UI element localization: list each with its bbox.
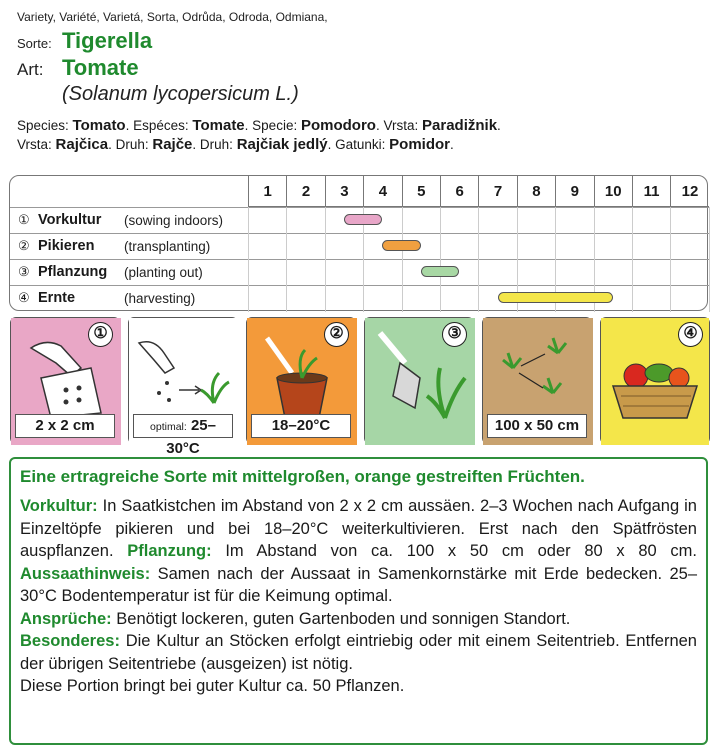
- name-label: Vrsta:: [383, 118, 419, 133]
- spacing-label: 2 x 2 cm: [15, 414, 115, 438]
- stage-row-vorkultur: [10, 207, 248, 233]
- tile-sowing: [10, 317, 120, 444]
- stage-english: (harvesting): [124, 290, 196, 306]
- month-gridline: [670, 207, 671, 312]
- variety-line: Variety, Variété, Varietá, Sorta, Odrůda, Odroda, Odmiana,: [17, 10, 328, 24]
- variety-name: Tigerella: [62, 28, 153, 53]
- month-2: 2: [286, 176, 324, 207]
- stage-name: Pikieren: [38, 238, 95, 254]
- translated-names: [17, 116, 707, 154]
- vorkultur-heading: Vorkultur:: [20, 497, 98, 515]
- stage-number: ②: [18, 238, 30, 253]
- aussaathinweis-heading: Aussaathinweis:: [20, 564, 151, 583]
- stage-bar-vorkultur: [344, 214, 382, 225]
- stage-number: ③: [18, 264, 30, 279]
- temperature-label: [133, 414, 233, 457]
- stage-row-pikieren: [10, 233, 248, 259]
- tile-germination: [128, 317, 238, 457]
- name-value: Paradižnik: [422, 117, 498, 134]
- besonderes-heading: Besonderes:: [20, 632, 120, 650]
- month-gridline: [478, 207, 479, 312]
- step-badge: ③: [442, 322, 467, 347]
- name-value: Pomodoro: [300, 117, 376, 134]
- month-10: 10: [594, 176, 632, 207]
- month-4: 4: [363, 176, 401, 207]
- step-badge: ④: [678, 322, 703, 347]
- month-gridline: [440, 207, 441, 312]
- vorkultur-text: In Saatkistchen im Abstand von 2 x 2 cm aussäen. 2–3 Wochen nach Aufgang in Einzeltöpfe pikieren und bei 18–20°C weiterkultivieren. Erst nach den Spätfrösten auspflanzen.: [20, 497, 697, 560]
- step-badge: ①: [88, 322, 113, 347]
- variety-description: Eine ertragreiche Sorte mit mittelgroßen, orange gestreiften Früchten.: [20, 467, 585, 486]
- month-6: 6: [440, 176, 478, 207]
- name-value: Rajče: [152, 136, 193, 153]
- month-gridline: [325, 207, 326, 312]
- step-badge: ②: [324, 322, 349, 347]
- portion-note: Diese Portion bringt bei guter Kultur ca. 50 Pflanzen.: [20, 677, 405, 695]
- ansprueche-paragraph: [20, 608, 697, 631]
- name-value: Rajčiak jedlý: [236, 136, 328, 153]
- tile-spacing: [482, 317, 592, 444]
- month-3: 3: [325, 176, 363, 207]
- pflanzung-heading: Pflanzung:: [127, 542, 212, 560]
- month-gridline: [632, 207, 633, 312]
- instructions-body: [20, 495, 697, 608]
- stage-english: (sowing indoors): [124, 212, 224, 228]
- month-gridline: [402, 207, 403, 312]
- name-value: Tomato: [72, 117, 126, 134]
- stage-bar-pikieren: [382, 240, 420, 251]
- name-label: Espéces:: [133, 118, 189, 133]
- name-value: Rajčica: [55, 136, 109, 153]
- sorte-label: Sorte:: [17, 36, 52, 51]
- stage-row-ernte: [10, 285, 248, 311]
- month-header: [248, 176, 709, 207]
- month-7: 7: [478, 176, 516, 207]
- names-line-1: Species: Tomato. Espéces: Tomate. Specie: Pomodoro. Vrsta: Paradižnik.: [17, 117, 501, 134]
- month-12: 12: [670, 176, 708, 207]
- month-9: 9: [555, 176, 593, 207]
- name-label: Vrsta:: [17, 137, 52, 152]
- art-label: Art:: [17, 60, 44, 79]
- aussaathinweis-text: Samen nach der Aussaat in Samenkornstärke mit Erde bedecken. 25–30°C Bodentemperatur ist für die Keimung optimal.: [20, 564, 698, 605]
- stage-number: ④: [18, 290, 30, 305]
- month-8: 8: [517, 176, 555, 207]
- ansprueche-text: Benötigt lockeren, guten Gartenboden und sonnigen Standort.: [116, 609, 571, 628]
- stage-name: Vorkultur: [38, 212, 102, 228]
- latin-name: (Solanum lycopersicum L.): [62, 83, 299, 105]
- stage-english: (transplanting): [124, 238, 211, 254]
- cultivation-instructions: [9, 457, 708, 745]
- stage-bar-pflanzung: [421, 266, 459, 277]
- ansprueche-heading: Ansprüche:: [20, 609, 112, 628]
- tile-pricking: [246, 317, 356, 444]
- tile-planting: [364, 317, 474, 444]
- stage-name: Ernte: [38, 290, 76, 306]
- name-value: Pomidor: [389, 136, 450, 153]
- month-11: 11: [632, 176, 670, 207]
- sowing-calendar: [9, 175, 708, 311]
- spacing-label: 100 x 50 cm: [487, 414, 587, 438]
- art-row: [17, 55, 707, 82]
- name-label: Druh:: [199, 137, 233, 152]
- names-line-2: Vrsta: Rajčica. Druh: Rajče. Druh: Rajčiak jedlý. Gatunki: Pomidor.: [17, 136, 454, 153]
- month-1: 1: [248, 176, 286, 207]
- tile-harvest: [600, 317, 710, 444]
- besonderes-paragraph: [20, 630, 697, 675]
- pflanzung-text: Im Abstand von ca. 100 x 50 cm oder 80 x 80 cm.: [225, 542, 697, 560]
- stage-bar-ernte: [498, 292, 613, 303]
- temperature-label: 18–20°C: [251, 414, 351, 438]
- name-label: Druh:: [115, 137, 149, 152]
- month-gridline: [709, 207, 710, 312]
- month-gridline: [248, 207, 249, 312]
- name-label: Gatunki:: [335, 137, 386, 152]
- stage-row-pflanzung: [10, 259, 248, 285]
- month-gridline: [286, 207, 287, 312]
- name-label: Specie:: [252, 118, 298, 133]
- name-label: Species:: [17, 118, 69, 133]
- name-value: Tomate: [192, 117, 245, 134]
- temperature-value: 25–30°C: [166, 417, 216, 457]
- sorte-row: [17, 28, 707, 55]
- instruction-tiles: [10, 317, 708, 457]
- month-5: 5: [402, 176, 440, 207]
- besonderes-text: Die Kultur an Stöcken erfolgt eintriebig oder mit einem Seitentrieb. Entfernen der übrigen Seitentriebe (ausgeizen) ist nötig.: [20, 632, 697, 673]
- species-name: Tomate: [62, 55, 139, 80]
- stage-number: ①: [18, 212, 30, 227]
- stage-english: (planting out): [124, 264, 203, 280]
- stage-name: Pflanzung: [38, 264, 108, 280]
- optimal-prefix: optimal:: [150, 421, 187, 433]
- packet-header: [17, 10, 707, 154]
